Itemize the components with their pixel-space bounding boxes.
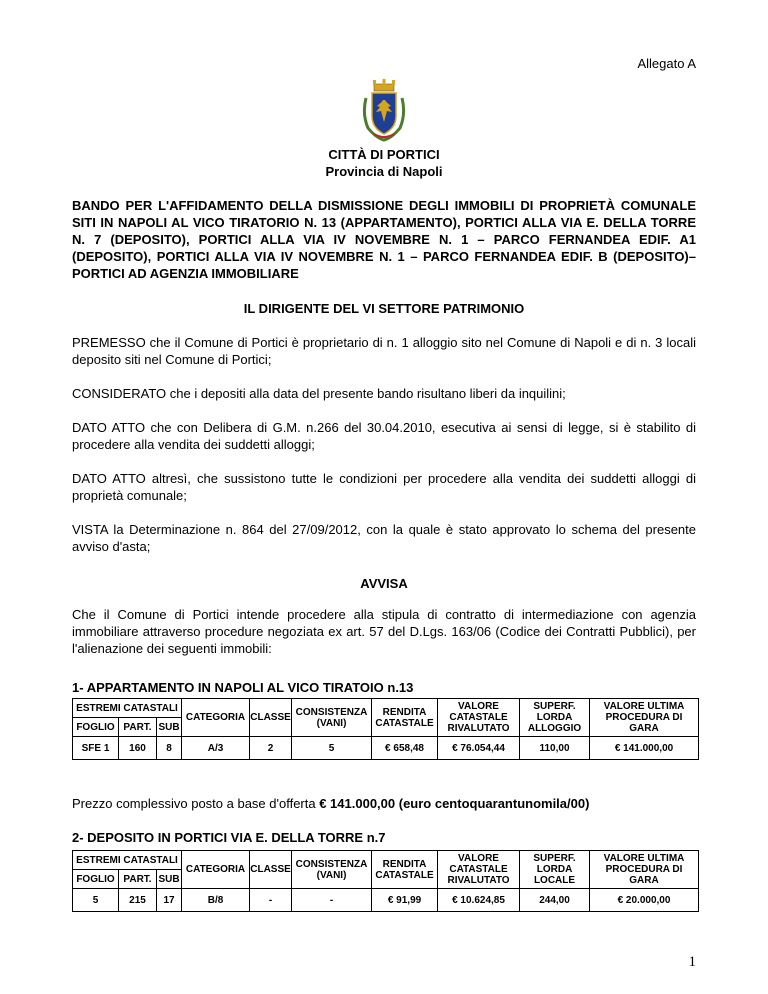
- notice-title: BANDO PER L'AFFIDAMENTO DELLA DISMISSIONE DEGLI IMMOBILI DI PROPRIETÀ COMUNALE SITI IN NAPOLI AL VICO TIRATORIO N. 13 (APPARTAMENTO), PORTICI ALLA VIA E. DELLA TORRE N. 7 (DEPOSITO), PORTICI ALLA VIA IV NOVEMBRE N. 1 – PARCO FERNANDEA EDIF. A1 (DEPOSITO), PORTICI ALLA VIA IV NOVEMBRE N. 1 – PARCO FERNANDEA EDIF. B (DEPOSITO)– PORTICI AD AGENZIA IMMOBILIARE: [72, 198, 696, 281]
- cell-foglio: SFE 1: [73, 737, 119, 760]
- cell-sub: 17: [157, 889, 182, 912]
- paragraph-avvisa: Che il Comune di Portici intende procedere alla stipula di contratto di intermediazione con agenzia immobiliare attraverso procedure negoziata ex art. 57 del D.Lgs. 163/06 (Codice dei Contratti Pubblici), per l'alienazione dei seguenti immobili:: [72, 607, 696, 656]
- header-rendita: RENDITA CATASTALE: [372, 699, 438, 737]
- cell-part: 215: [119, 889, 157, 912]
- cell-valore-catastale: € 10.624,85: [438, 889, 520, 912]
- header-valore-gara: VALORE ULTIMA PROCEDURA DI GARA: [590, 699, 699, 737]
- header-estremi: ESTREMI CATASTALI: [73, 851, 182, 870]
- cell-foglio: 5: [73, 889, 119, 912]
- cell-rendita: € 658,48: [372, 737, 438, 760]
- table-row: [73, 737, 699, 760]
- section-1-title: 1- APPARTAMENTO IN NAPOLI AL VICO TIRATOIO n.13: [72, 680, 414, 695]
- city-name: CITTÀ DI PORTICI: [328, 147, 440, 162]
- cell-classe: -: [250, 889, 292, 912]
- avvisa-heading: AVVISA: [360, 576, 408, 591]
- cell-valore-gara: € 20.000,00: [590, 889, 699, 912]
- paragraph-dato-atto-1: DATO ATTO che con Delibera di G.M. n.266 del 30.04.2010, esecutiva ai sensi di legge, si è stabilito di procedere alla vendita dei suddetti alloggi;: [72, 420, 696, 452]
- header-consistenza: CONSISTENZA (VANI): [292, 699, 372, 737]
- price-line: [72, 795, 696, 812]
- header-superficie: SUPERF. LORDA ALLOGGIO: [520, 699, 590, 737]
- header-valore-catastale: VALORE CATASTALE RIVALUTATO: [438, 699, 520, 737]
- page-number: 1: [688, 954, 696, 970]
- header-part: PART.: [119, 718, 157, 737]
- cell-consistenza: 5: [292, 737, 372, 760]
- header-classe: CLASSE: [250, 699, 292, 737]
- cell-valore-gara: € 141.000,00: [590, 737, 699, 760]
- price-value: € 141.000,00 (euro centoquarantunomila/00): [319, 796, 590, 811]
- header-valore-gara: VALORE ULTIMA PROCEDURA DI GARA: [590, 851, 699, 889]
- header-consistenza: CONSISTENZA (VANI): [292, 851, 372, 889]
- cell-superficie: 110,00: [520, 737, 590, 760]
- price-label: Prezzo complessivo posto a base d'offerta: [72, 796, 320, 811]
- header-valore-catastale: VALORE CATASTALE RIVALUTATO: [438, 851, 520, 889]
- header-sub: SUB: [157, 870, 182, 889]
- header-estremi: ESTREMI CATASTALI: [73, 699, 182, 718]
- header-categoria: CATEGORIA: [182, 699, 250, 737]
- cadastral-table-2: [72, 850, 699, 912]
- allegato-label: Allegato A: [637, 56, 696, 71]
- cell-valore-catastale: € 76.054,44: [438, 737, 520, 760]
- cell-classe: 2: [250, 737, 292, 760]
- province-name: Provincia di Napoli: [325, 164, 443, 179]
- header-part: PART.: [119, 870, 157, 889]
- dirigente-heading: IL DIRIGENTE DEL VI SETTORE PATRIMONIO: [243, 301, 525, 316]
- city-crest-emblem: [356, 78, 412, 142]
- paragraph-premesso: PREMESSO che il Comune di Portici è proprietario di n. 1 alloggio sito nel Comune di Napoli e di n. 3 locali deposito siti nel Comune di Portici;: [72, 335, 696, 367]
- header-foglio: FOGLIO: [73, 870, 119, 889]
- crest-crown-icon: [373, 79, 395, 91]
- header-sub: SUB: [157, 718, 182, 737]
- header-categoria: CATEGORIA: [182, 851, 250, 889]
- header-rendita: RENDITA CATASTALE: [372, 851, 438, 889]
- cadastral-table-1: [72, 698, 699, 760]
- paragraph-vista: VISTA la Determinazione n. 864 del 27/09/2012, con la quale è stato approvato lo schema del presente avviso d'asta;: [72, 522, 696, 554]
- table-row: [73, 889, 699, 912]
- paragraph-dato-atto-2: DATO ATTO altresì, che sussistono tutte le condizioni per procedere alla vendita dei suddetti alloggi di proprietà comunale;: [72, 471, 696, 503]
- section-2-title: 2- DEPOSITO IN PORTICI VIA E. DELLA TORRE n.7: [72, 830, 386, 845]
- cell-categoria: B/8: [182, 889, 250, 912]
- cell-part: 160: [119, 737, 157, 760]
- header-classe: CLASSE: [250, 851, 292, 889]
- header-superficie: SUPERF. LORDA LOCALE: [520, 851, 590, 889]
- header-foglio: FOGLIO: [73, 718, 119, 737]
- paragraph-considerato: CONSIDERATO che i depositi alla data del presente bando risultano liberi da inquilini;: [72, 386, 566, 401]
- cell-rendita: € 91,99: [372, 889, 438, 912]
- cell-consistenza: -: [292, 889, 372, 912]
- cell-categoria: A/3: [182, 737, 250, 760]
- cell-sub: 8: [157, 737, 182, 760]
- cell-superficie: 244,00: [520, 889, 590, 912]
